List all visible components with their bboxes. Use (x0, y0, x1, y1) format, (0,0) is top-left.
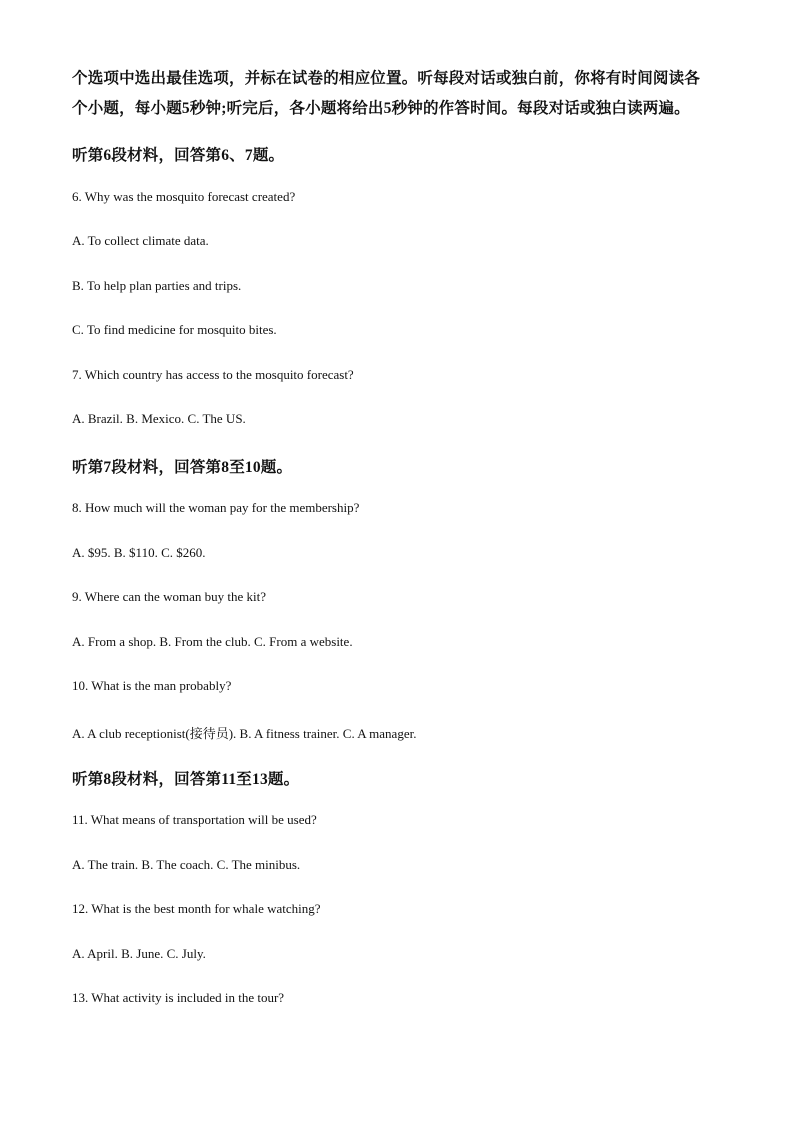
question-9: 9. Where can the woman buy the kit? (72, 589, 266, 604)
question-7: 7. Which country has access to the mosquito forecast? (72, 367, 354, 382)
options-7: A. Brazil. B. Mexico. C. The US. (72, 411, 246, 426)
instructions-line-2: 个小题，每小题5秒钟;听完后，各小题将给出5秒钟的作答时间。每段对话或独白读两遍。 (72, 100, 690, 117)
options-8: A. $95. B. $110. C. $260. (72, 545, 206, 560)
question-10: 10. What is the man probably? (72, 678, 232, 693)
options-11: A. The train. B. The coach. C. The minibus. (72, 857, 301, 872)
question-11: 11. What means of transportation will be used? (72, 812, 317, 827)
options-12: A. April. B. June. C. July. (72, 946, 206, 961)
section-heading-7: 听第7段材料，回答第8至10题。 (72, 459, 293, 476)
question-6: 6. Why was the mosquito forecast created? (72, 189, 296, 204)
section-heading-6: 听第6段材料，回答第6、7题。 (72, 147, 285, 164)
section-heading-8: 听第8段材料，回答第11至13题。 (72, 771, 300, 788)
option-6a: A. To collect climate data. (72, 233, 209, 248)
instructions-paragraph (72, 64, 732, 124)
option-6b: B. To help plan parties and trips. (72, 278, 242, 293)
question-8: 8. How much will the woman pay for the membership? (72, 500, 360, 515)
option-6c: C. To find medicine for mosquito bites. (72, 322, 277, 337)
options-10: A. A club receptionist(接待员). B. A fitness trainer. C. A manager. (72, 726, 417, 741)
question-12: 12. What is the best month for whale watching? (72, 901, 321, 916)
options-9: A. From a shop. B. From the club. C. From a website. (72, 634, 353, 649)
question-13: 13. What activity is included in the tour? (72, 990, 285, 1005)
instructions-line-1: 个选项中选出最佳选项，并标在试卷的相应位置。听每段对话或独白前，你将有时间阅读各 (72, 70, 701, 87)
